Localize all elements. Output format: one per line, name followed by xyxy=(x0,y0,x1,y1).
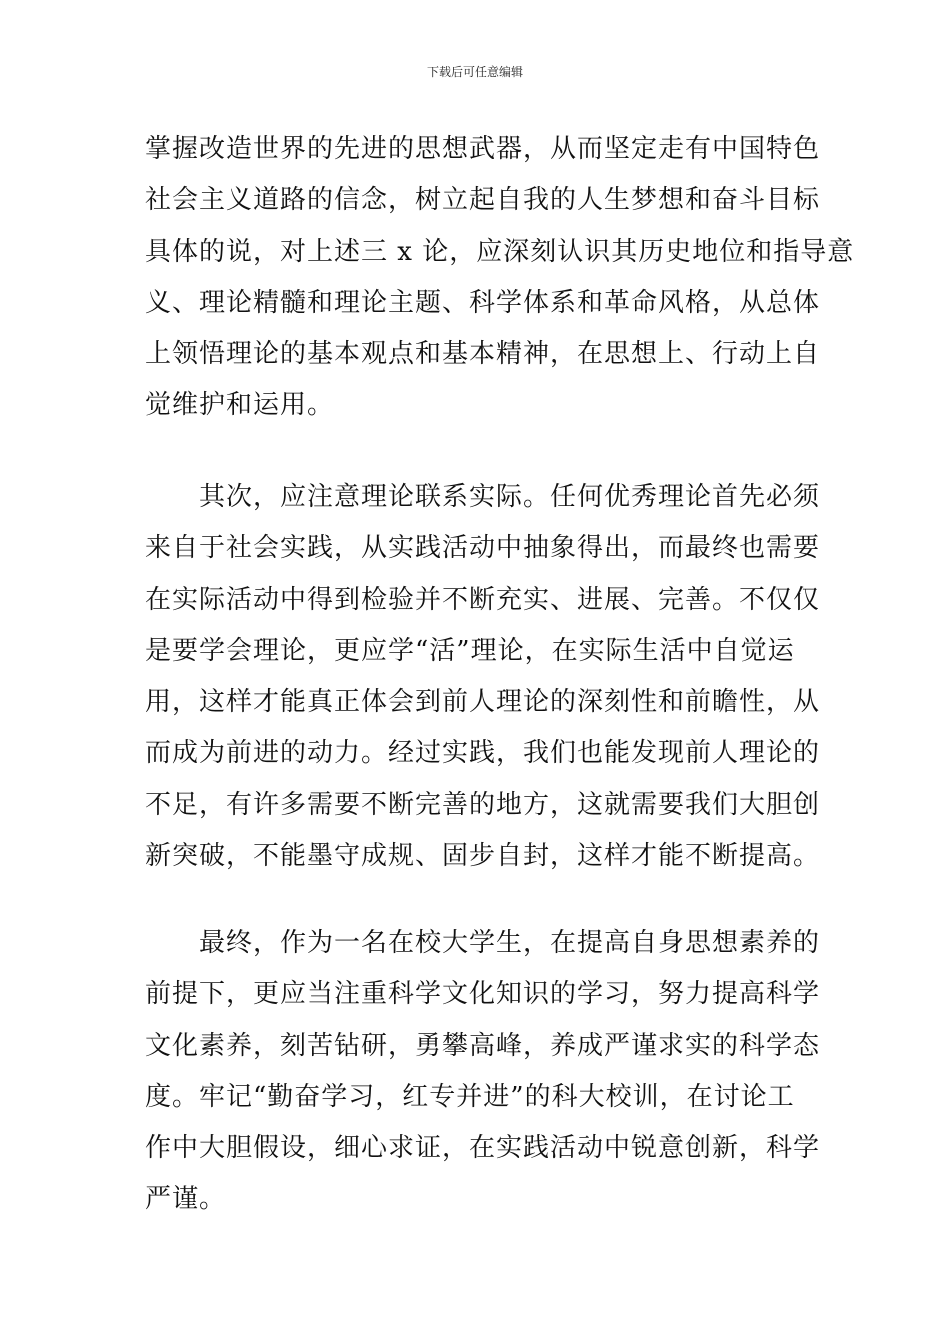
text-line: 作中大胆假设，细心求证，在实践活动中锐意创新，科学 xyxy=(145,1133,821,1164)
text-line: 文化素养，刻苦钻研，勇攀高峰，养成严谨求实的科学态 xyxy=(145,1030,821,1061)
text-line: 在实际活动中得到检验并不断充实、进展、完善。不仅仅 xyxy=(145,584,821,615)
text-line: 新突破，不能墨守成规、固步自封，这样才能不断提高。 xyxy=(145,841,821,872)
text-line: 最终，作为一名在校大学生，在提高自身思想素养的 xyxy=(145,928,821,958)
text-line: 义、理论精髓和理论主题、科学体系和革命风格，从总体 xyxy=(145,287,821,318)
text-line: 用，这样才能真正体会到前人理论的深刻性和前瞻性，从 xyxy=(145,687,821,718)
text-line: 觉维护和运用。 xyxy=(145,390,335,421)
text-line: 度。牢记“勤奋学习，红专并进”的科大校训，在讨论工 xyxy=(145,1081,795,1112)
text-line: 掌握改造世界的先进的思想武器，从而坚定走有中国特色 xyxy=(145,134,821,164)
text-line: 是要学会理论，更应学“活”理论，在实际生活中自觉运 xyxy=(145,635,795,666)
text-line: 严谨。 xyxy=(145,1184,227,1215)
text-line: 上领悟理论的基本观点和基本精神，在思想上、行动上自 xyxy=(145,339,821,370)
paragraph-1 xyxy=(145,124,855,432)
text-line: 具体的说，对上述三 x 论，应深刻认识其历史地位和指导意 xyxy=(145,236,855,267)
text-line: 前提下，更应当注重科学文化知识的学习，努力提高科学 xyxy=(145,979,821,1010)
text-line: 不足，有许多需要不断完善的地方，这就需要我们大胆创 xyxy=(145,789,821,820)
page-header: 下载后可任意编辑 xyxy=(426,65,523,79)
paragraph-3 xyxy=(145,918,821,1226)
paragraph-2 xyxy=(145,472,821,882)
text-line: 来自于社会实践，从实践活动中抽象得出，而最终也需要 xyxy=(145,533,821,564)
text-line: 其次，应注意理论联系实际。任何优秀理论首先必须 xyxy=(145,482,821,512)
text-line: 而成为前进的动力。经过实践，我们也能发现前人理论的 xyxy=(145,738,821,769)
text-line: 社会主义道路的信念，树立起自我的人生梦想和奋斗目标 xyxy=(145,185,821,216)
